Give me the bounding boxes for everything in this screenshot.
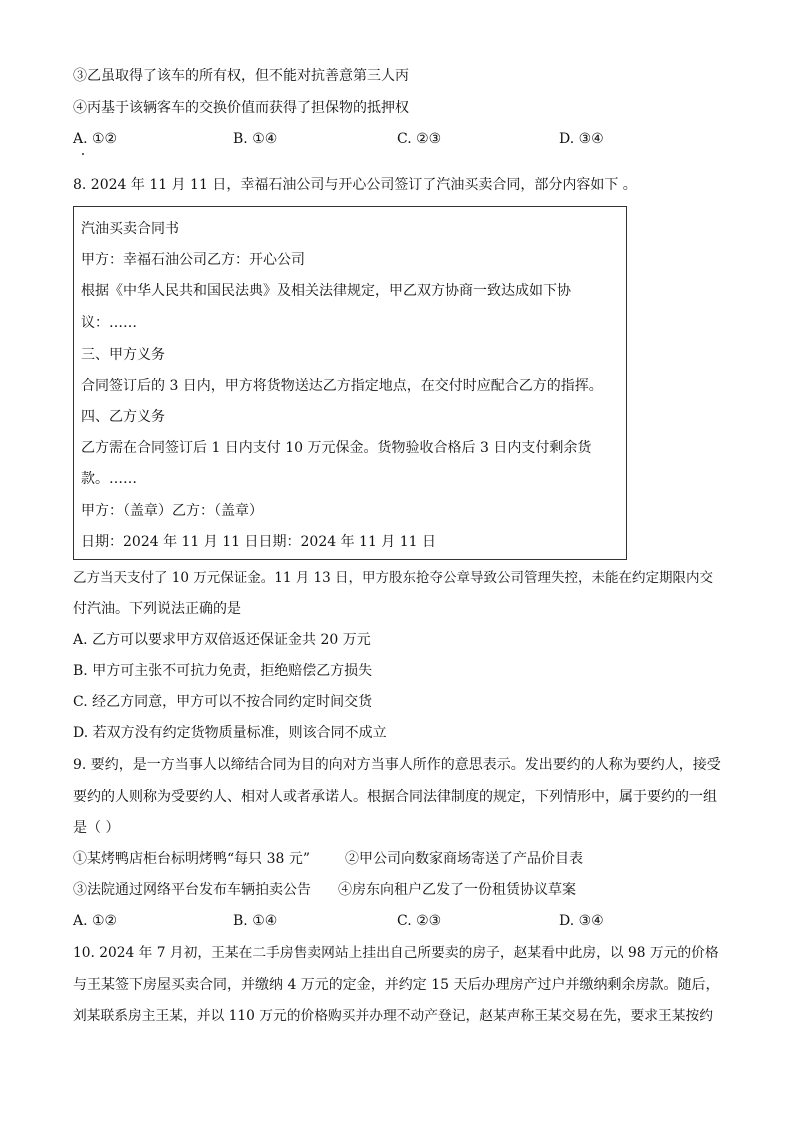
q9-option-a: A. ①②: [73, 913, 118, 929]
q7-option-b: B. ①④: [233, 131, 278, 147]
contract-section-4-text-line2: 款。……: [81, 471, 137, 487]
contract-dates: 日期：2024 年 11 月 11 日日期：2024 年 11 月 11 日: [81, 534, 437, 550]
contract-parties: 甲方：幸福石油公司乙方：开心公司: [81, 252, 305, 268]
q9-option-d: D. ③④: [559, 913, 604, 929]
contract-section-4-text-line1: 乙方需在合同签订后 1 日内支付 10 万元保金。货物验收合格后 3 日内支付剩余货: [81, 440, 592, 456]
q8-stem: 8. 2024 年 11 月 11 日，幸福石油公司与开心公司签订了汽油买卖合同，部分内容如下 。: [73, 177, 637, 193]
q8-option-a: A. 乙方可以要求甲方双倍返还保证金共 20 万元: [73, 632, 371, 648]
q7-option-a: A. ①②: [73, 131, 118, 147]
contract-seals: 甲方：（盖章）乙方：（盖章）: [81, 503, 263, 519]
q9-option-c: C. ②③: [397, 913, 442, 929]
q9-statement-4: ④房东向租户乙发了一份租赁协议草案: [338, 882, 576, 898]
contract-box: [73, 206, 627, 560]
stray-mark: [82, 153, 84, 155]
q8-option-b: B. 甲方可主张不可抗力免责，拒绝赔偿乙方损失: [73, 663, 373, 679]
q7-statement-4: ④丙基于该辆客车的交换价值而获得了担保物的抵押权: [73, 100, 409, 116]
q10-line2: 与王某签下房屋买卖合同，并缴纳 4 万元的定金，并约定 15 天后办理房产过户并缴纳剩余房款。随后，: [73, 977, 720, 993]
q10-line1: 10. 2024 年 7 月初，王某在二手房售卖网站上挂出自己所要卖的房子，赵某看中此房，以 98 万元的价格: [73, 945, 719, 961]
q9-option-b: B. ①④: [233, 913, 278, 929]
q9-statement-2: ②甲公司向数家商场寄送了产品价目表: [345, 851, 583, 867]
q8-option-d: D. 若双方没有约定货物质量标准，则该合同不成立: [73, 725, 387, 741]
q9-stem-line2: 要约的人则称为受要约人、相对人或者承诺人。根据合同法律制度的规定，下列情形中，属于要约的一组: [73, 789, 717, 805]
q8-after-line1: 乙方当天支付了 10 万元保证金。11 月 13 日，甲方股东抢夺公章导致公司管理失控，未能在约定期限内交: [73, 570, 713, 586]
q7-option-d: D. ③④: [559, 131, 604, 147]
contract-section-3-text: 合同签订后的 3 日内，甲方将货物送达乙方指定地点，在交付时应配合乙方的指挥。: [81, 378, 603, 394]
q8-after-line2: 付汽油。下列说法正确的是: [73, 601, 241, 617]
contract-section-4-heading: 四、乙方义务: [81, 409, 165, 425]
contract-title: 汽油买卖合同书: [81, 221, 179, 237]
q10-line3: 刘某联系房主王某，并以 110 万元的价格购买并办理不动产登记，赵某声称王某交易在先，要求王某按约: [73, 1008, 713, 1024]
q7-option-c: C. ②③: [397, 131, 442, 147]
contract-section-3-heading: 三、甲方义务: [81, 347, 165, 363]
q9-statement-1: ①某烤鸭店柜台标明烤鸭“每只 38 元”: [73, 851, 311, 867]
contract-basis-line1: 根据《中华人民共和国民法典》及相关法律规定，甲乙双方协商一致达成如下协: [81, 283, 571, 299]
q9-stem-line1: 9. 要约，是一方当事人以缔结合同为目的向对方当事人所作的意思表示。发出要约的人称为要约人，接受: [73, 757, 721, 773]
q9-stem-line3: 是（ ）: [73, 820, 120, 836]
q9-statement-3: ③法院通过网络平台发布车辆拍卖公告: [73, 882, 311, 898]
q8-option-c: C. 经乙方同意，甲方可以不按合同约定时间交货: [73, 694, 373, 710]
contract-basis-line2: 议：……: [81, 315, 137, 331]
q7-statement-3: ③乙虽取得了该车的所有权，但不能对抗善意第三人丙: [73, 68, 409, 84]
